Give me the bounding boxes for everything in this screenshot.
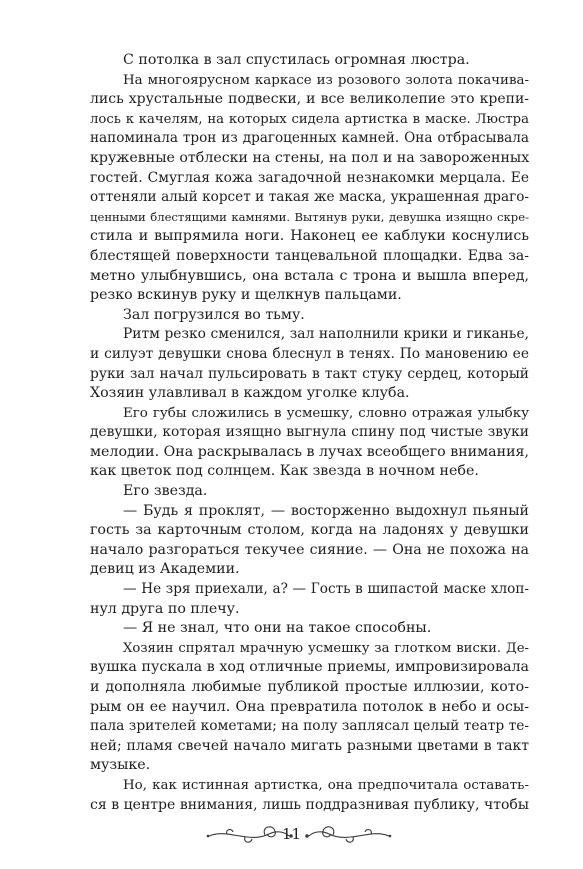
text-line: и силуэт девушки снова блеснул в тенях. По мановению ее	[90, 345, 529, 362]
text-line: Его губы сложились в усмешку, словно отражая улыбку	[123, 405, 529, 421]
text-line: Его звезда.	[123, 483, 208, 500]
text-line: стила и выпрямила ноги. Наконец ее каблуки коснулись	[90, 228, 529, 245]
text-line: Но, как истинная артистка, она предпочитала оставать-	[123, 777, 529, 793]
text-line: мелодии. Она раскрывалась в лучах всеобщего внимания,	[90, 443, 529, 460]
text-line: пала зрителей кометами; на полу заплясал целый театр те-	[90, 718, 530, 735]
text-line: Хозяин улавливал в каждом уголке клуба.	[90, 385, 410, 402]
text-line: блестящей поверхности танцевальной площадки. Едва за-	[90, 247, 529, 264]
text-line: вушка пускала в ход отличные приемы, импровизировала	[90, 659, 529, 676]
text-line: гостей. Смуглая кожа загадочной незнакомки мерцала. Ее	[90, 169, 529, 186]
text-line: оттеняли алый корсет и такая же маска, украшенная драго-	[90, 189, 529, 206]
text-line: как цветок под солнцем. Как звезда в ночном небе.	[90, 463, 479, 480]
text-line: ся в центре внимания, лишь поддразнивая публику, чтобы	[90, 796, 529, 813]
text-line: метно улыбнувшись, она встала с трона и вышла вперед,	[90, 267, 529, 284]
text-line: ценными блестящими камнями. Вытянув руки, девушка изящно скре-	[90, 209, 529, 224]
page-number: 11	[281, 825, 302, 843]
text-line: Ритм резко сменился, зал наполнили крики и гиканье,	[123, 326, 529, 343]
text-line: гость за карточным столом, когда на ладонях у девушки	[90, 522, 529, 539]
text-line: На многоярусном каркасе из розового золота покачива-	[123, 72, 529, 88]
text-line: девиц из Академии.	[90, 561, 240, 578]
text-line: — Не зря приехали, а? — Гость в шипастой маске хлоп-	[123, 581, 529, 598]
page-footer	[0, 818, 583, 854]
text-line: музыке.	[90, 757, 151, 774]
body-text	[90, 51, 529, 815]
text-line: — Будь я проклят, — восторженно выдохнул пьяный	[123, 502, 529, 519]
text-line: — Я не знал, что они на такое способны.	[123, 620, 432, 637]
text-line: Хозяин спрятал мрачную усмешку за глотком виски. Де-	[123, 640, 529, 656]
text-line: руки зал начал пульсировать в такт стуку сердец, который	[90, 365, 529, 382]
text-line: лось к качелям, на которых сидела артистка в маске. Люстра	[90, 111, 529, 127]
text-line: ней; пламя свечей начало мигать разными цветами в такт	[90, 737, 529, 754]
text-line: девушки, которая изящно выгнула спину под чистые звуки	[90, 424, 529, 441]
flourish-right-icon	[303, 822, 393, 848]
text-line: лись хрустальные подвески, и все великолепие это крепи-	[90, 91, 529, 108]
text-line: кружевные отблески на стены, на пол и на завороженных	[90, 149, 530, 166]
text-line: нул друга по плечу.	[90, 600, 240, 617]
text-line: рым он ее научил. Она превратила потолок в небо и осы-	[90, 698, 529, 715]
text-line: начало разгораться текучее сияние. — Она не похожа на	[90, 541, 529, 558]
text-line: Зал погрузился во тьму.	[123, 306, 305, 323]
text-line: и дополняла любимые публикой простые иллюзии, кото-	[90, 679, 529, 695]
text-line: напоминала трон из драгоценных камней. Она отбрасывала	[90, 130, 529, 147]
text-line: С потолка в зал спустилась огромная люстра.	[123, 52, 470, 68]
text-line: резко вскинув руку и щелкнув пальцами.	[90, 287, 402, 304]
